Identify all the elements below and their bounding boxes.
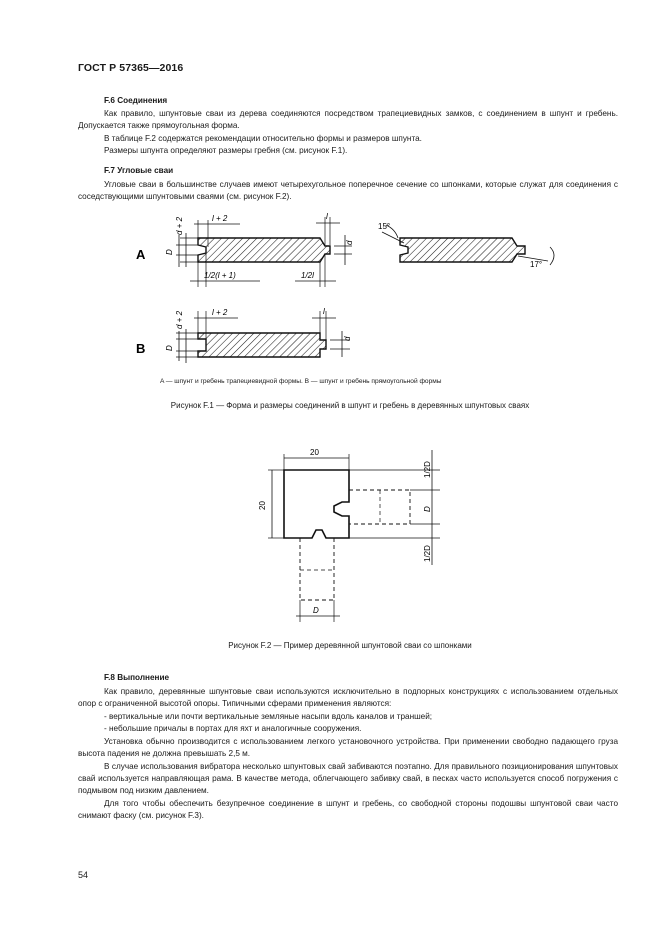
figure-f1-dim-l2-a: l + 2	[212, 214, 228, 223]
figure-f2-neighbour-right	[349, 490, 410, 524]
section-f6-paragraph-1: Как правило, шпунтовые сваи из дерева соединяются посредством трапециевидных замков, с соединением в шпунт и гребень. Допускается также прямоугольная форма.	[78, 109, 618, 131]
figure-f2-dim-D-bottom: D	[313, 606, 319, 615]
figure-f1-pile-a-left	[198, 238, 330, 262]
figure-f1-dim-d2-b: d + 2	[175, 310, 184, 329]
document-header: ГОСТ Р 57365—2016	[78, 62, 184, 74]
figure-f1-angle-15: 15°	[378, 222, 391, 231]
section-f8-title: F.8 Выполнение	[104, 673, 170, 682]
figure-f1-drawing	[120, 205, 580, 375]
figure-f1-angle-arc	[550, 247, 554, 265]
figure-f2-drawing	[250, 440, 450, 625]
figure-f2-dim-half-D-top: 1/2D	[423, 461, 432, 478]
figure-f1-pile-b	[198, 333, 326, 357]
figure-f1-pile-a-right	[400, 238, 525, 262]
section-f6-title: F.6 Соединения	[104, 96, 168, 105]
section-f6-paragraph-2: В таблице F.2 содержатся рекомендации относительно формы и размеров шпунта.	[104, 134, 422, 143]
section-f8-bullet-2: - небольшие причалы в портах для яхт и аналогичные сооружения.	[104, 724, 362, 733]
section-f6-paragraph-3: Размеры шпунта определяют размеры гребня (см. рисунок F.1).	[104, 146, 348, 155]
figure-f1-caption: Рисунок F.1 — Форма и размеры соединений в шпунт и гребень в деревянных шпунтовых сваях	[170, 401, 530, 410]
figure-f1-dim-D-a: D	[165, 249, 174, 255]
figure-f1-angle-17: 17°	[530, 260, 543, 269]
figure-f1-dim-d2-a: d + 2	[175, 216, 184, 235]
figure-f1-dim-half-l1: 1/2(l + 1)	[204, 271, 236, 280]
figure-f1-dim-l-b: l	[323, 307, 325, 316]
page-number: 54	[78, 870, 89, 880]
figure-f1-dim-D-b: D	[165, 345, 174, 351]
figure-f2-dim-20-left: 20	[258, 501, 267, 510]
figure-f2-dim-20-top: 20	[310, 448, 319, 457]
figure-f1-dim-d-a: d	[345, 240, 354, 245]
figure-f2-dim-half-D-bottom: 1/2D	[423, 545, 432, 562]
figure-f1-dim-l2-b: l + 2	[212, 308, 228, 317]
section-f8-paragraph-2: Установка обычно производится с использованием легкого установочного устройства. При применении свободно падающего груза высота падения не должна превышать 2,5 м.	[78, 737, 618, 759]
section-f8-paragraph-3: В случае использования вибратора несколько шпунтовых свай забиваются поэтапно. Для правильного позиционирования шпунтовых свай используется направляющая рама. В качестве метода, облегчающего забивку свай, в песках часто используется способ погружения с подмывом под низким давлением.	[78, 762, 618, 796]
figure-f2-neighbour-bottom	[300, 538, 334, 600]
section-f8-bullet-1: - вертикальные или почти вертикальные земляные насыпи вдоль каналов и траншей;	[104, 712, 433, 721]
section-f7-title: F.7 Угловые сваи	[104, 166, 174, 175]
section-f8-paragraph-1: Как правило, деревянные шпунтовые сваи используются исключительно в подпорных конструкциях с использованием отдельных опор с ограниченной высотой опоры. Типичными сферами применения являются:	[78, 687, 618, 709]
figure-f2-corner-pile	[284, 470, 349, 538]
figure-f2-dim-D-right: D	[423, 506, 432, 512]
figure-f1-label-b: B	[136, 341, 146, 356]
figure-f1-label-a: A	[136, 247, 146, 262]
section-f7-paragraph-1: Угловые сваи в большинстве случаев имеют четырехугольное поперечное сечение со шпонками, которые служат для соединения с соседствующими шпунтовыми сваями (см. рисунок F.2).	[78, 180, 618, 202]
figure-f2-caption: Рисунок F.2 — Пример деревянной шпунтовой сваи со шпонками	[228, 641, 472, 650]
figure-f1-dim-half-l: 1/2l	[301, 271, 314, 280]
figure-f1-dim-l-a: l	[326, 212, 328, 221]
figure-f1-legend: A — шпунт и гребень трапециевидной формы. B — шпунт и гребень прямоугольной формы	[160, 378, 442, 385]
figure-f1-dim-d-b: d	[343, 336, 352, 341]
section-f8-paragraph-4: Для того чтобы обеспечить безупречное соединение в шпунт и гребень, со свободной стороны подошвы шпунтовой сваи часто снимают фаску (см. рисунок F.3).	[78, 799, 618, 821]
